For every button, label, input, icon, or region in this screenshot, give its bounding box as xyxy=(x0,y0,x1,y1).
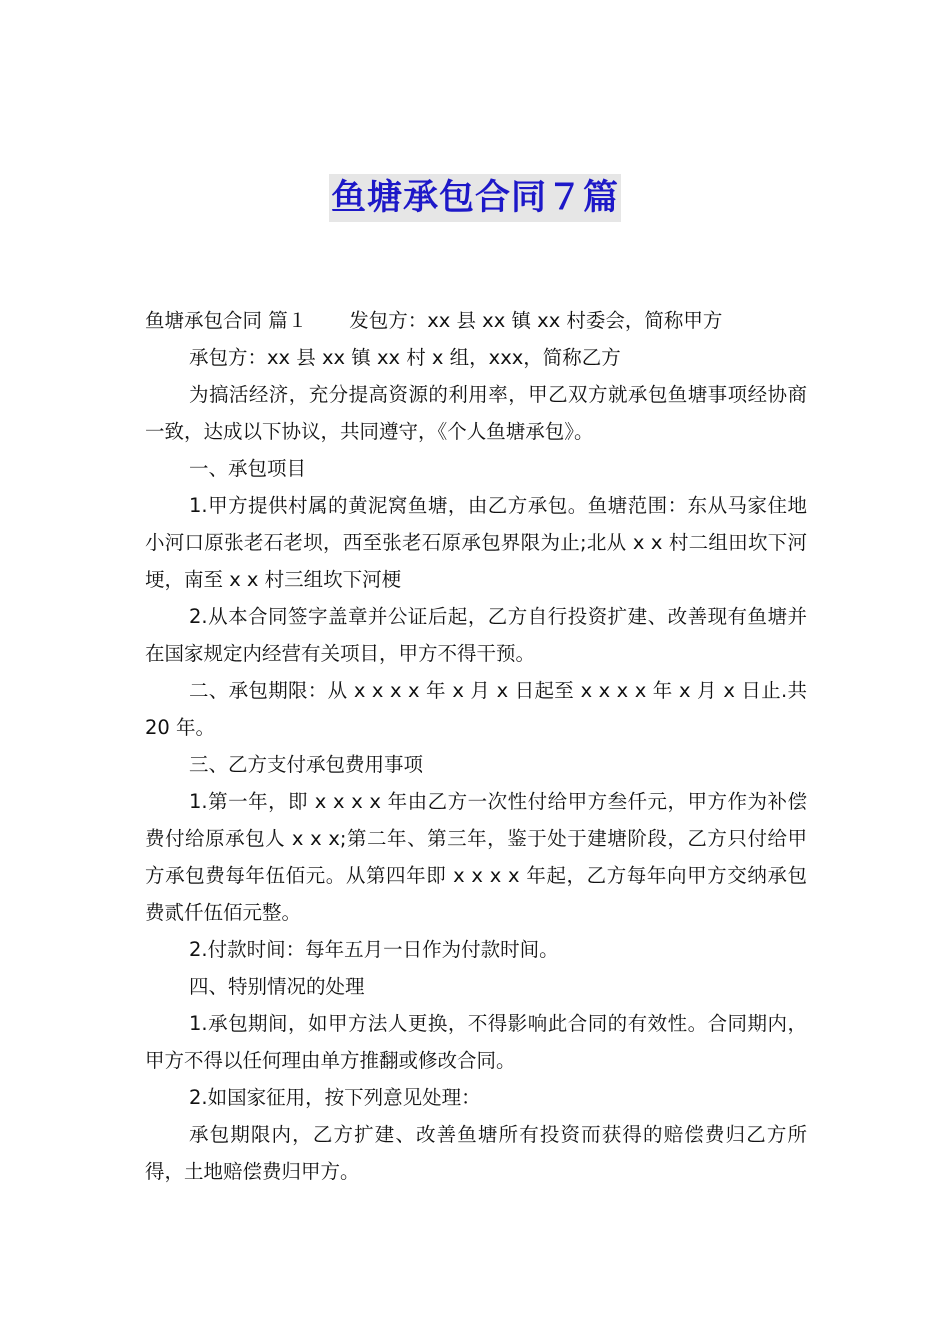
paragraph: 1.承包期间，如甲方法人更换，不得影响此合同的有效性。合同期内，甲方不得以任何理由单方推翻或修改合同。 xyxy=(145,1012,807,1072)
paragraph: 为搞活经济，充分提高资源的利用率，甲乙双方就承包鱼塘事项经协商一致，达成以下协议，共同遵守，《个人鱼塘承包》。 xyxy=(145,383,807,443)
document-title-text: 鱼塘承包合同７篇 xyxy=(329,174,621,222)
document-body xyxy=(145,302,807,1190)
paragraph: 承包期限内，乙方扩建、改善鱼塘所有投资而获得的赔偿费归乙方所得，土地赔偿费归甲方。 xyxy=(145,1123,807,1183)
first-line xyxy=(145,302,807,339)
paragraph: 承包方：xx 县 xx 镇 xx 村 x 组，xxx，简称乙方 xyxy=(189,346,621,369)
paragraph: 2.从本合同签字盖章并公证后起，乙方自行投资扩建、改善现有鱼塘并在国家规定内经营有关项目，甲方不得干预。 xyxy=(145,605,807,665)
paragraph: 1.甲方提供村属的黄泥窝鱼塘，由乙方承包。鱼塘范围：东从马家住地小河口原张老石老坝，西至张老石原承包界限为止;北从 x x 村二组田坎下河埂，南至 x x 村三组坎下河梗 xyxy=(145,494,807,591)
section-heading: 四、特别情况的处理 xyxy=(189,975,365,998)
paragraph: 2.付款时间：每年五月一日作为付款时间。 xyxy=(189,938,559,961)
document-title xyxy=(0,174,950,222)
paragraph: 2.如国家征用，按下列意见处理： xyxy=(189,1086,481,1109)
section-heading: 一、承包项目 xyxy=(189,457,307,480)
contractor-line: 发包方：xx 县 xx 镇 xx 村委会，简称甲方 xyxy=(349,309,723,332)
paragraph: 1.第一年，即 x x x x 年由乙方一次性付给甲方叁仟元，甲方作为补偿费付给原承包人 x x x;第二年、第三年，鉴于处于建塘阶段，乙方只付给甲方承包费每年伍佰元。从第四年即 x x x x 年起，乙方每年向甲方交纳承包费贰仟伍佰元整。 xyxy=(145,790,807,924)
section-heading: 鱼塘承包合同 篇１ xyxy=(145,309,308,332)
paragraph: 二、承包期限：从 x x x x 年 x 月 x 日起至 x x x x 年 x 月 x 日止.共 20 年。 xyxy=(145,679,807,739)
section-heading: 三、乙方支付承包费用事项 xyxy=(189,753,424,776)
